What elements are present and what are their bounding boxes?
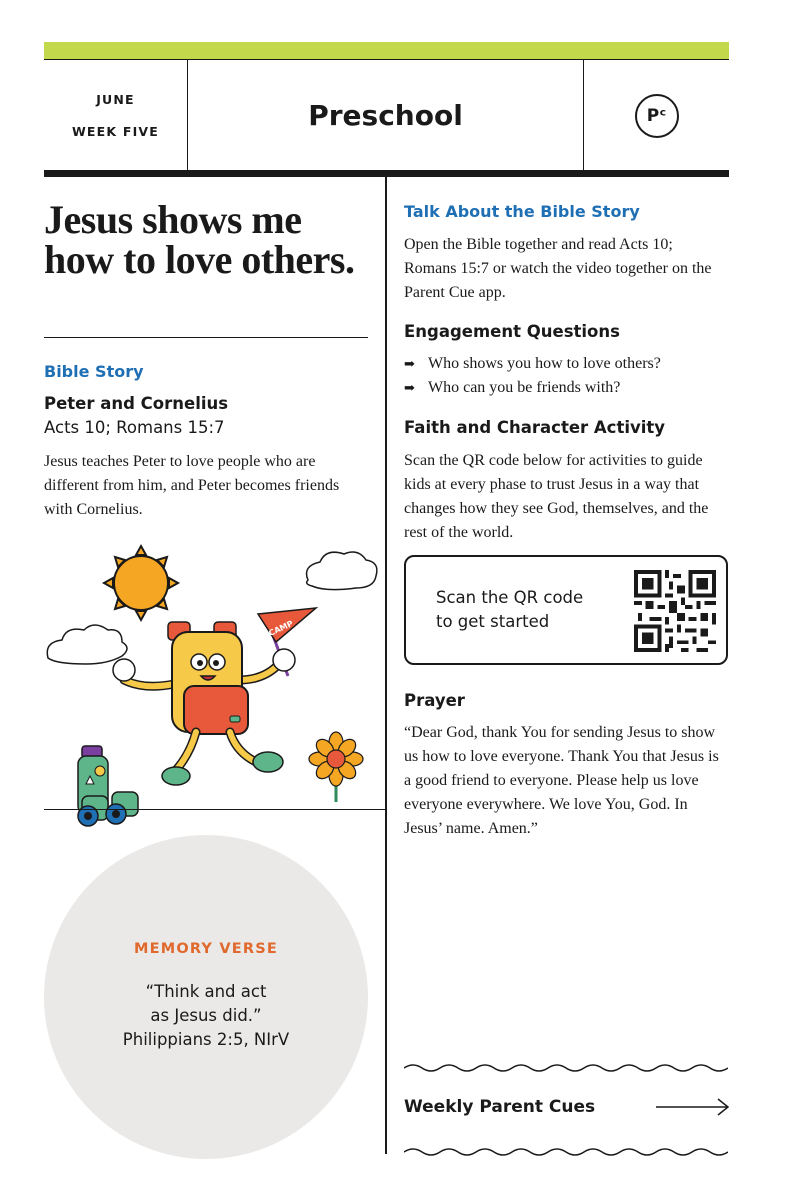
- cloud-icon: [47, 625, 127, 664]
- backpack-character-icon: [113, 622, 295, 785]
- list-item: [404, 352, 734, 376]
- memory-verse-reference: Philippians 2:5, NIrV: [122, 1030, 290, 1049]
- question-text: Who shows you how to love others?: [428, 355, 661, 372]
- top-accent-bar: [44, 42, 729, 59]
- engagement-questions-list: [404, 352, 734, 400]
- page-title: Preschool: [308, 99, 463, 132]
- week-label: WEEK FIVE: [71, 124, 160, 139]
- engagement-heading: Engagement Questions: [404, 322, 620, 341]
- activity-text: Scan the QR code below for activities to guide kids at every phase to trust Jesus in a way that changes how they see God, themselves, and the rest of the world.: [404, 452, 709, 541]
- headline: Jesus shows me how to love others.: [44, 197, 355, 282]
- illustration-rule: [44, 809, 385, 810]
- arrow-bullet-icon: ➡: [404, 380, 415, 395]
- svg-text:CAMP: CAMP: [267, 618, 295, 638]
- parent-cue-logo-icon: Pᶜ: [635, 94, 679, 138]
- talk-heading: Talk About the Bible Story: [404, 202, 640, 221]
- header-rule: [44, 170, 729, 177]
- logo-block: [584, 60, 729, 171]
- wave-divider-bottom: [404, 1146, 728, 1158]
- story-title: Peter and Cornelius: [44, 394, 229, 413]
- sun-icon: [104, 546, 178, 620]
- arrow-right-icon[interactable]: [656, 1096, 730, 1118]
- column-divider: [385, 177, 387, 1154]
- story-summary: Jesus teaches Peter to love people who are different from him, and Peter becomes friends with Cornelius.: [44, 453, 340, 518]
- qr-line-1: Scan the QR code: [436, 588, 584, 607]
- title-block: [188, 60, 584, 171]
- month-label: JUNE: [96, 92, 135, 107]
- date-block: [44, 60, 188, 171]
- list-item: [404, 376, 734, 400]
- memory-verse-line-1: “Think and act: [145, 982, 267, 1001]
- memory-verse-label: MEMORY VERSE: [133, 941, 279, 957]
- camp-illustration: [44, 540, 384, 830]
- cloud-icon-right: [307, 552, 377, 590]
- activity-heading: Faith and Character Activity: [404, 418, 666, 437]
- qr-callout-text: [436, 586, 616, 634]
- story-reference: Acts 10; Romans 15:7: [44, 418, 225, 437]
- prayer-heading: Prayer: [404, 691, 465, 710]
- qr-callout-box[interactable]: [404, 555, 728, 665]
- memory-verse-text: [44, 980, 368, 1052]
- bible-story-label: Bible Story: [44, 362, 144, 381]
- arrow-bullet-icon: ➡: [404, 356, 415, 371]
- talk-text: Open the Bible together and read Acts 10; Romans 15:7 or watch the video together on the Parent Cue app.: [404, 236, 712, 301]
- memory-verse-line-2: as Jesus did.”: [150, 1006, 262, 1025]
- weekly-parent-cues-link[interactable]: Weekly Parent Cues: [404, 1097, 596, 1117]
- qr-code-icon[interactable]: [634, 570, 716, 652]
- question-text: Who can you be friends with?: [428, 379, 621, 396]
- prayer-text: “Dear God, thank You for sending Jesus to show us how to love everyone. Thank You that Jesus is a good friend to everyone. Please help us love everyone everywhere. We love You, God. In Jesus’ name. Amen.”: [404, 724, 719, 837]
- page-header: [44, 59, 729, 171]
- sunflower-icon: [309, 732, 363, 802]
- headline-rule: [44, 337, 368, 338]
- qr-line-2: to get started: [436, 612, 550, 631]
- wave-divider-top: [404, 1062, 728, 1074]
